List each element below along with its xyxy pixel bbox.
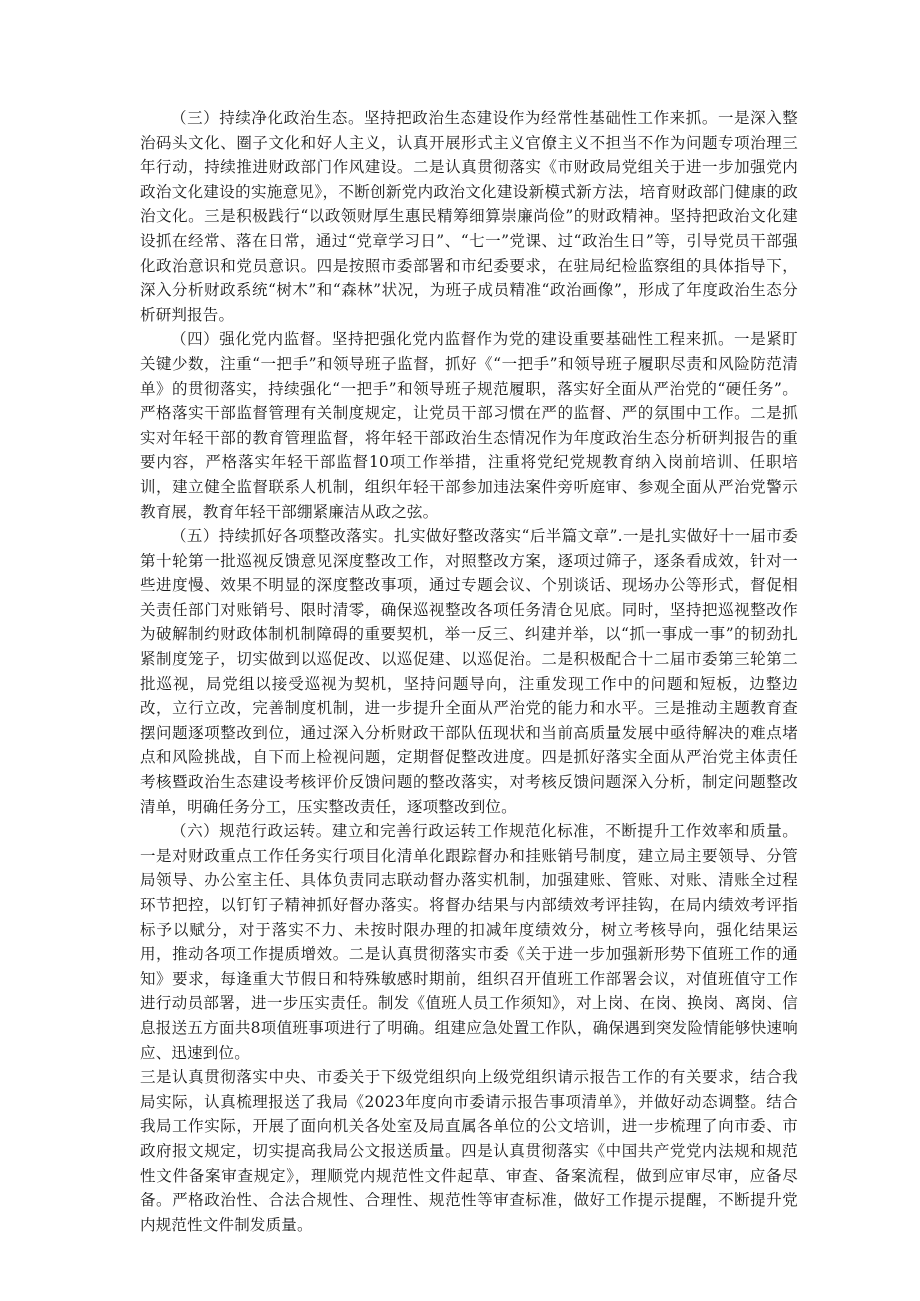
paragraph-purify-political-ecology: （三）持续净化政治生态。坚持把政治生态建设作为经常性基础性工作来抓。一是深入整治码头文化、圈子文化和好人主义，认真开展形式主义官僚主义不担当不作为问题专项治理三年行动，持续推进财政部门作风建设。二是认真贯彻落实《市财政局党组关于进一步加强党内政治文化建设的实施意见》，不断创新党内政治文化建设新模式新方法，培育财政部门健康的政治文化。三是积极践行“以政领财厚生惠民精筹细算崇廉尚俭”的财政精神。坚持把政治文化建设抓在经常、落在日常，通过“党章学习日”、“七一”党课、过“政治生日”等，引导党员干部强化政治意识和党员意识。四是按照市委部署和市纪委要求，在驻局纪检监察组的具体指导下，深入分析财政系统“树木”和“森林”状况，为班子成员精准“政治画像”，形成了年度政治生态分析研判报告。 [140,109,798,324]
paragraph-reporting-and-review: 三是认真贯彻落实中央、市委关于下级党组织向上级党组织请示报告工作的有关要求，结合我局实际，认真梳理报送了我局《2023年度向市委请示报告事项清单》，并做好动态调整。结合我局工作实际，开展了面向机关各处室及局直属各单位的公文培训，进一步梳理了向市委、市政府报文规定，切实提高我局公文报送质量。四是认真贯彻落实《中国共产党党内法规和规范性文件备案审查规定》，理顺党内规范性文件起草、审查、备案流程，做到应审尽审，应备尽备。严格政治性、合法合规性、合理性、规范性等审查标准，做好工作提示提醒，不断提升党内规范性文件制发质量。 [140,1068,798,1234]
paragraph-administrative-operation: （六）规范行政运转。建立和完善行政运转工作规范化标准，不断提升工作效率和质量。一是对财政重点工作任务实行项目化清单化跟踪督办和挂账销号制度，建立局主要领导、分管局领导、办公室主任、具体负责同志联动督办落实机制，加强建账、管账、对账、清账全过程环节把控，以钉钉子精神抓好督办落实。将督办结果与内部绩效考评挂钩，在局内绩效考评指标予以赋分，对于落实不力、未按时限办理的扣减年度绩效分，树立考核导向，强化结果运用，推动各项工作提质增效。二是认真贯彻落实市委《关于进一步加强新形势下值班工作的通知》要求，每逢重大节假日和特殊敏感时期前，组织召开值班工作部署会议，对值班值守工作进行动员部署，进一步压实责任。制发《值班人员工作须知》，对上岗、在岗、换岗、离岗、信息报送五方面共8项值班事项进行了明确。组建应急处置工作队，确保遇到突发险情能够快速响应、迅速到位。 [140,822,798,1062]
paragraph-intra-party-supervision: （四）强化党内监督。坚持把强化党内监督作为党的建设重要基础性工程来抓。一是紧盯关键少数，注重“一把手”和领导班子监督，抓好《“一把手”和领导班子履职尽责和风险防范清单》的贯彻落实，持续强化“一把手”和领导班子规范履职，落实好全面从严治党的“硬任务”。严格落实干部监督管理有关制度规定，让党员干部习惯在严的监督、严的氛围中工作。二是抓实对年轻干部的教育管理监督，将年轻干部政治生态情况作为年度政治生态分析研判报告的重要内容，严格落实年轻干部监督10项工作举措，注重将党纪党规教育纳入岗前培训、任职培训，建立健全监督联系人机制，组织年轻干部参加违法案件旁听庭审、参观全面从严治党警示教育展，教育年轻干部绷紧廉洁从政之弦。 [140,330,798,521]
paragraph-rectification: （五）持续抓好各项整改落实。扎实做好整改落实“后半篇文章”.一是扎实做好十一届市委第十轮第一批巡视反馈意见深度整改工作，对照整改方案，逐项过筛子，逐条看成效，针对一些进度慢、效果不明显的深度整改事项，通过专题会议、个别谈话、现场办公等形式，督促相关责任部门对账销号、限时清零，确保巡视整改各项任务清仓见底。同时，坚持把巡视整改作为破解制约财政体制机制障碍的重要契机，举一反三、纠建并举，以“抓一事成一事”的韧劲扎紧制度笼子，切实做到以巡促改、以巡促建、以巡促治。二是积极配合十二届市委第三轮第二批巡视，局党组以接受巡视为契机，坚持问题导向，注重发现工作中的问题和短板，边整边改，立行立改，完善制度机制，进一步提升全面从严治党的能力和水平。三是推动主题教育查摆问题逐项整改到位，通过深入分析财政干部队伍现状和当前高质量发展中亟待解决的难点堵点和风险挑战，自下而上检视问题，定期督促整改进度。四是抓好落实全面从严治党主体责任考核暨政治生态建设考核评价反馈问题的整改落实，对考核反馈问题深入分析，制定问题整改清单，明确任务分工，压实整改责任，逐项整改到位。 [140,527,798,816]
document-body [140,106,798,1237]
